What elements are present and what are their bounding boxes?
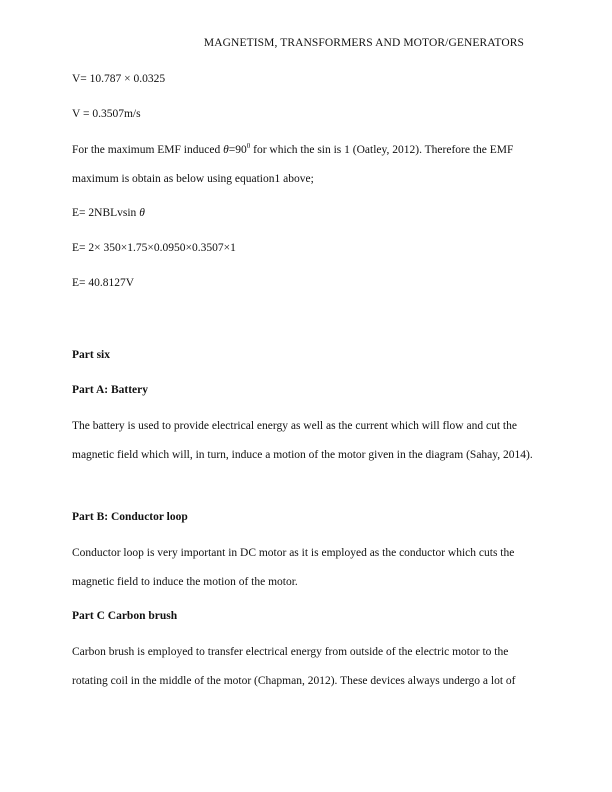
paragraph-max-emf-text-b: =90 <box>228 144 247 156</box>
equation-e3: E= 40.8127V <box>72 277 135 289</box>
running-head: MAGNETISM, TRANSFORMERS AND MOTOR/GENERATORS <box>203 37 524 49</box>
theta-symbol: θ <box>139 207 145 219</box>
heading-part-c: Part C Carbon brush <box>72 610 178 622</box>
heading-part-a: Part A: Battery <box>72 384 148 396</box>
paragraph-part-a: The battery is used to provide electrical energy as well as the current which will flow and cut the magnetic field which will, in turn, induce a motion of the motor given in the diagram (Sahay, 2014). <box>72 420 533 461</box>
equation-e2: E= 2× 350×1.75×0.0950×0.3507×1 <box>72 242 236 254</box>
paragraph-max-emf-text-a: For the maximum EMF induced <box>72 144 224 156</box>
heading-part-six: Part six <box>72 349 111 361</box>
degree-superscript: 0 <box>246 142 251 151</box>
equation-v1: V= 10.787 × 0.0325 <box>72 73 166 85</box>
heading-part-b: Part B: Conductor loop <box>72 511 188 523</box>
paragraph-max-emf <box>72 136 542 194</box>
equation-v2: V = 0.3507m/s <box>72 108 141 120</box>
paragraph-part-c: Carbon brush is employed to transfer electrical energy from outside of the electric motor to the rotating coil in the middle of the motor (Chapman, 2012). These devices always undergo a lot of <box>72 646 516 687</box>
paragraph-part-b: Conductor loop is very important in DC motor as it is employed as the conductor which cuts the magnetic field to induce the motion of the motor. <box>72 547 515 588</box>
paragraph-max-emf-text-c: for which the sin is 1 (Oatley, 2012). Therefore the EMF maximum is obtain as below using equation1 above; <box>72 144 514 185</box>
equation-e1-text: E= 2NBLvsin <box>72 207 140 219</box>
equation-e1 <box>72 207 145 219</box>
theta-symbol: θ <box>223 144 229 156</box>
